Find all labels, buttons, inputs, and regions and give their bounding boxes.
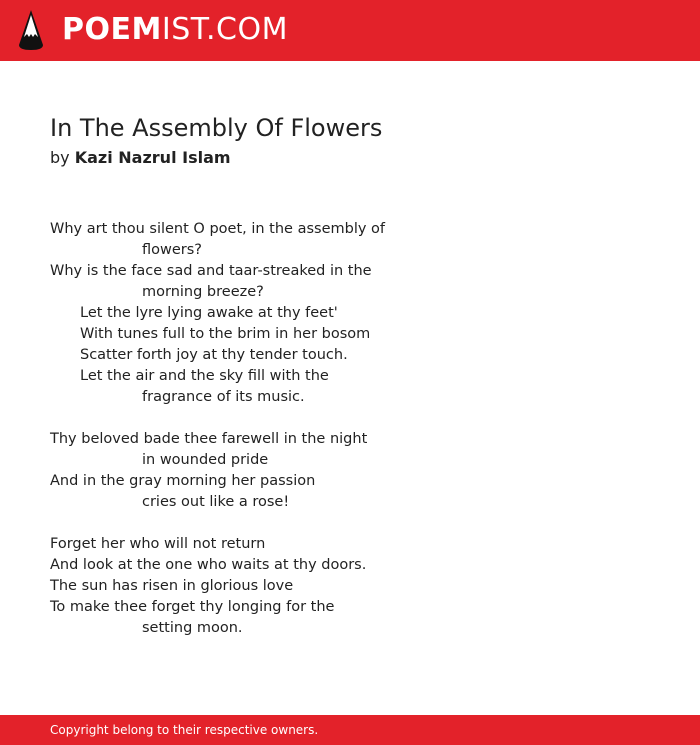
poem-line: And in the gray morning her passion bbox=[50, 473, 316, 489]
poem-line: setting moon. bbox=[142, 620, 243, 636]
poem-line: Why art thou silent O poet, in the assembly of bbox=[50, 221, 386, 237]
poem-line: Why is the face sad and taar-streaked in the bbox=[50, 263, 372, 279]
pencil-icon[interactable] bbox=[18, 9, 44, 51]
stanza-break bbox=[50, 408, 670, 429]
byline-prefix: by bbox=[50, 148, 70, 167]
poem-line: To make thee forget thy longing for the bbox=[50, 599, 335, 615]
stanza-break bbox=[50, 513, 670, 534]
poem-title: In The Assembly Of Flowers bbox=[50, 114, 383, 142]
site-logo[interactable] bbox=[62, 12, 288, 48]
poem-line: The sun has risen in glorious love bbox=[50, 578, 294, 594]
poem-line: flowers? bbox=[142, 242, 202, 258]
poem-line: With tunes full to the brim in her bosom bbox=[80, 326, 371, 342]
site-footer bbox=[0, 715, 700, 745]
poem-line: And look at the one who waits at thy doors. bbox=[50, 557, 367, 573]
poem-line: Let the air and the sky fill with the bbox=[80, 368, 329, 384]
author-name: Kazi Nazrul Islam bbox=[74, 148, 231, 167]
poem-line: morning breeze? bbox=[142, 284, 264, 300]
brand-bold-text: POEM bbox=[62, 12, 162, 47]
poem-line: Scatter forth joy at thy tender touch. bbox=[80, 347, 348, 363]
poem-line: Let the lyre lying awake at thy feet' bbox=[80, 305, 338, 321]
poem-body bbox=[50, 219, 670, 639]
poem-byline bbox=[50, 148, 231, 167]
brand-light-text: IST.COM bbox=[161, 12, 288, 47]
poem-line: in wounded pride bbox=[142, 452, 269, 468]
poem-line: cries out like a rose! bbox=[142, 494, 290, 510]
poem-line: Thy beloved bade thee farewell in the night bbox=[50, 431, 368, 447]
poem-line: Forget her who will not return bbox=[50, 536, 266, 552]
site-header bbox=[0, 0, 700, 61]
poem-line: fragrance of its music. bbox=[142, 389, 305, 405]
copyright-notice: Copyright belong to their respective owners. bbox=[50, 723, 319, 737]
